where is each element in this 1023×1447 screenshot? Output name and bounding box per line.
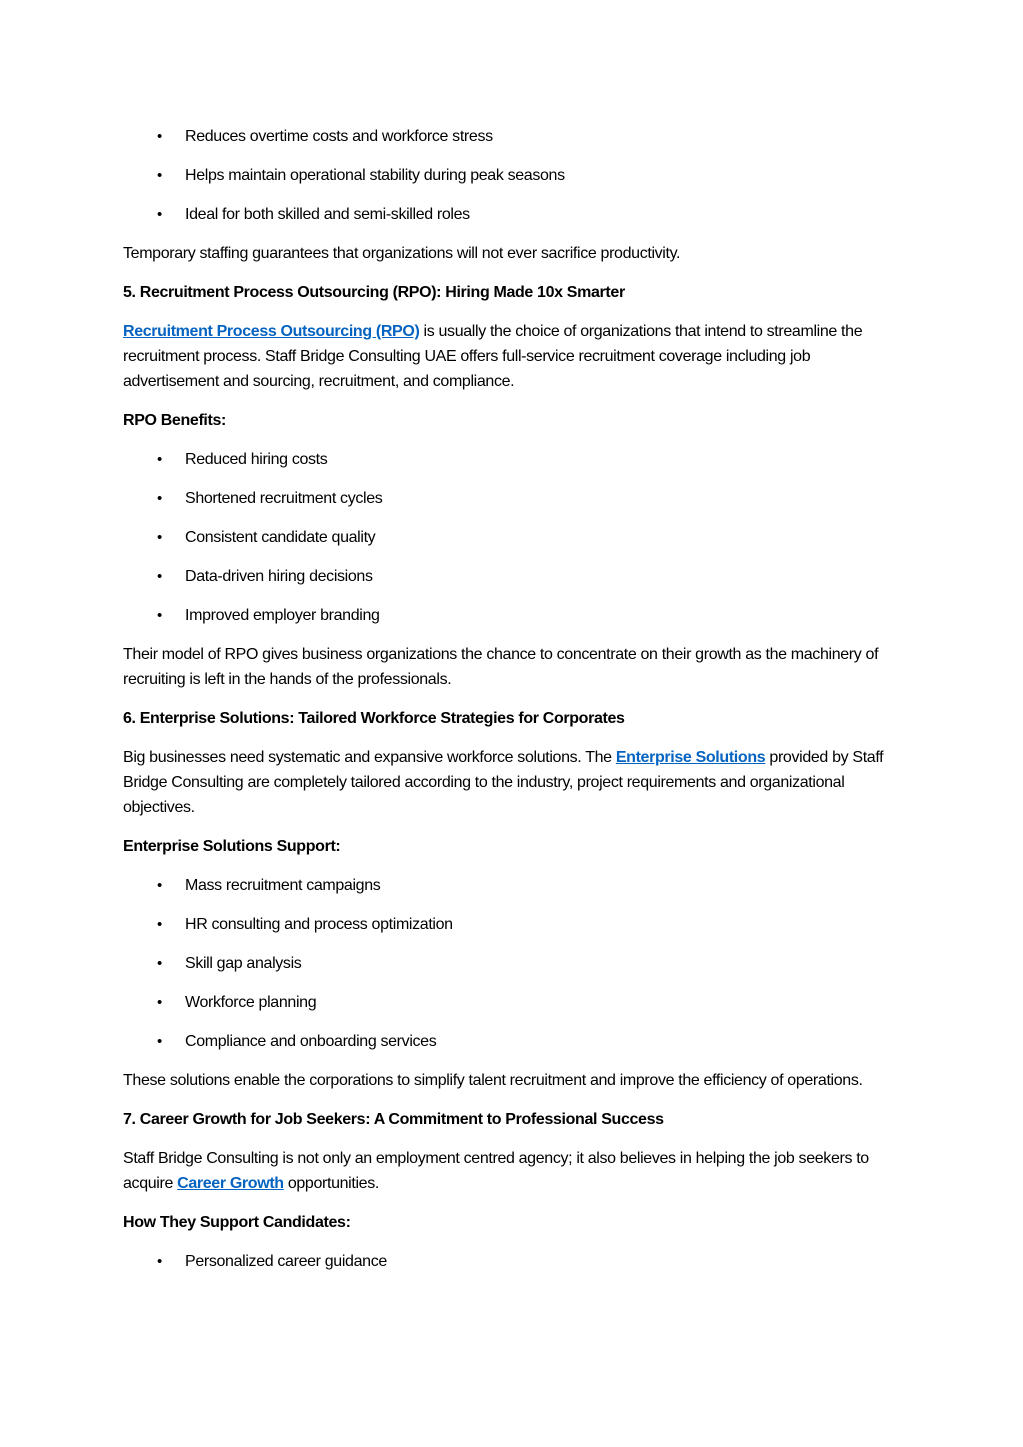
document-content	[123, 124, 901, 1274]
heading-candidate-support: How They Support Candidates:	[123, 1214, 351, 1231]
rpo-paragraph-text: is usually the choice of organizations that intend to streamline the recruitment process. Staff Bridge Consulting UAE offers full-service recruitment coverage including job advertisement and sourcing, recruitment, and compliance.	[123, 323, 863, 390]
rpo-benefits-list	[123, 447, 901, 628]
list-item: • Reduced hiring costs	[123, 447, 901, 472]
career-paragraph	[123, 1146, 901, 1196]
list-item: • Improved employer branding	[123, 603, 901, 628]
recruitment-process-outsourcing-link[interactable]: Recruitment Process Outsourcing (RPO)	[123, 323, 420, 340]
enterprise-paragraph-text-before: Big businesses need systematic and expansive workforce solutions. The	[123, 749, 616, 766]
enterprise-support-list	[123, 873, 901, 1054]
list-item: • Personalized career guidance	[123, 1249, 901, 1274]
list-item: • Helps maintain operational stability during peak seasons	[123, 163, 901, 188]
heading-career-section: 7. Career Growth for Job Seekers: A Commitment to Professional Success	[123, 1111, 664, 1128]
enterprise-summary: These solutions enable the corporations to simplify talent recruitment and improve the efficiency of operations.	[123, 1072, 863, 1089]
career-growth-link[interactable]: Career Growth	[177, 1175, 284, 1192]
heading-enterprise-support: Enterprise Solutions Support:	[123, 838, 341, 855]
rpo-summary: Their model of RPO gives business organizations the chance to concentrate on their growth as the machinery of recruiting is left in the hands of the professionals.	[123, 646, 879, 688]
enterprise-paragraph-text-after: provided by Staff Bridge Consulting are completely tailored according to the industry, project requirements and organizational objectives.	[123, 749, 884, 816]
temporary-staffing-benefits-list	[123, 124, 901, 227]
list-item: • HR consulting and process optimization	[123, 912, 901, 937]
list-item: • Compliance and onboarding services	[123, 1029, 901, 1054]
list-item: • Workforce planning	[123, 990, 901, 1015]
enterprise-solutions-link[interactable]: Enterprise Solutions	[615, 749, 766, 766]
rpo-paragraph	[123, 319, 901, 394]
list-item: • Shortened recruitment cycles	[123, 486, 901, 511]
list-item: • Consistent candidate quality	[123, 525, 901, 550]
list-item: • Reduces overtime costs and workforce stress	[123, 124, 901, 149]
list-item: • Ideal for both skilled and semi-skilled roles	[123, 202, 901, 227]
heading-rpo-benefits: RPO Benefits:	[123, 412, 227, 429]
temporary-staffing-summary: Temporary staffing guarantees that organizations will not ever sacrifice productivity.	[123, 245, 681, 262]
enterprise-paragraph	[123, 745, 901, 820]
heading-rpo-section: 5. Recruitment Process Outsourcing (RPO): Hiring Made 10x Smarter	[123, 284, 625, 301]
career-paragraph-text-after: opportunities.	[283, 1175, 379, 1192]
list-item: • Data-driven hiring decisions	[123, 564, 901, 589]
career-paragraph-text-before: Staff Bridge Consulting is not only an employment centred agency; it also believes in helping the job seekers to acquire	[123, 1150, 869, 1192]
heading-enterprise-section: 6. Enterprise Solutions: Tailored Workforce Strategies for Corporates	[123, 710, 625, 727]
list-item: • Mass recruitment campaigns	[123, 873, 901, 898]
list-item: • Skill gap analysis	[123, 951, 901, 976]
candidate-support-list	[123, 1249, 901, 1274]
